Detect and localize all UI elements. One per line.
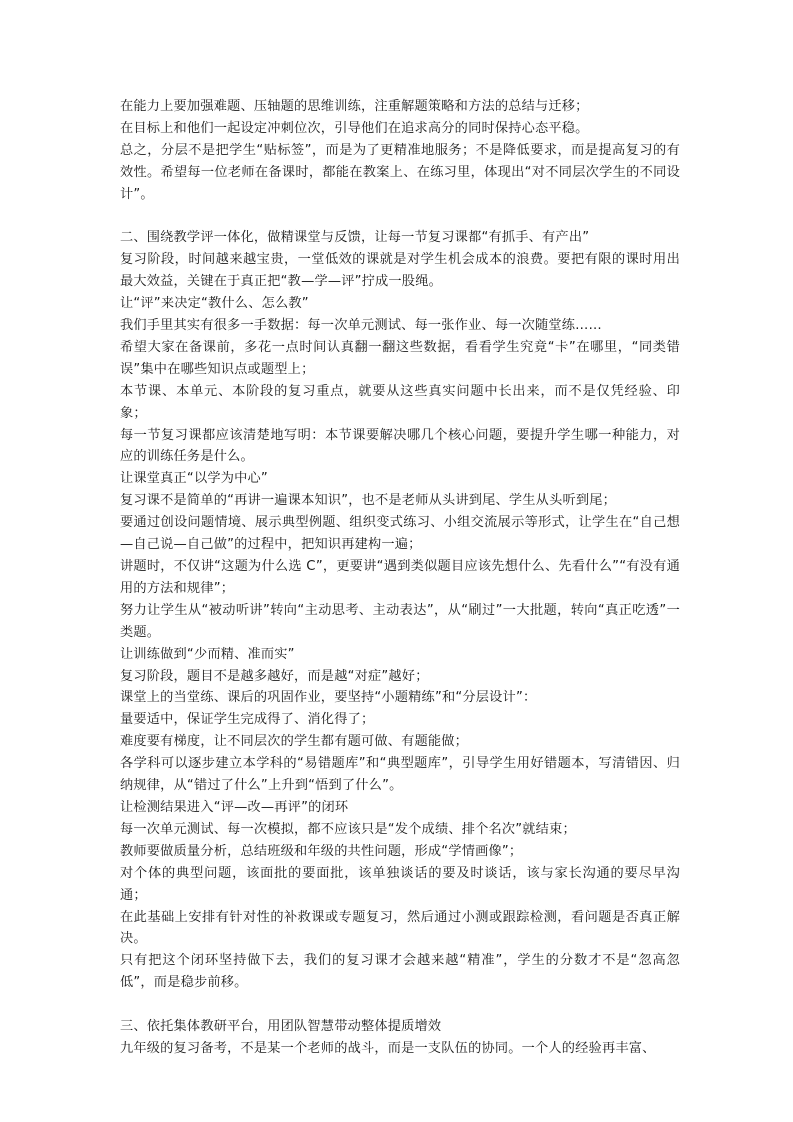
paragraph: 讲题时，不仅讲“这题为什么选 C”，更要讲“遇到类似题目应该先想什么、先看什么”“有没有通用的方法和规律”； xyxy=(120,559,680,596)
document-body xyxy=(120,96,680,1060)
subheading: 让训练做到“少而精、准而实” xyxy=(120,646,295,662)
section-heading: 二、围绕教学评一体化，做精课堂与反馈，让每一节复习课都“有抓手、有产出” xyxy=(120,230,590,246)
paragraph: 在能力上要加强难题、压轴题的思维训练，注重解题策略和方法的总结与迁移； xyxy=(120,99,589,114)
paragraph: 要通过创设问题情境、展示典型例题、组织变式练习、小组交流展示等形式，让学生在“自己想—自己说—自己做”的过程中，把知识再建构一遍； xyxy=(120,515,680,553)
paragraph: 在目标上和他们一起设定冲刺位次，引导他们在追求高分的同时保持心态平稳。 xyxy=(120,120,589,136)
paragraph: 复习阶段，时间越来越宝贵，一堂低效的课就是对学生机会成本的浪费。要把有限的课时用出最大效益，关键在于真正把“教—学—评”拧成一股绳。 xyxy=(120,252,680,290)
paragraph-gap xyxy=(120,994,680,1016)
paragraph: 希望大家在备课前，多花一点时间认真翻一翻这些数据，看看学生究竟“卡”在哪里，“同类错误”集中在哪些知识点或题型上； xyxy=(120,339,680,377)
paragraph: 量要适中，保证学生完成得了、消化得了； xyxy=(120,712,375,728)
paragraph: 我们手里其实有很多一手数据：每一次单元测试、每一张作业、每一次随堂练…… xyxy=(120,318,602,334)
section-heading: 三、依托集体教研平台，用团队智慧带动整体提质增效 xyxy=(120,1019,442,1035)
paragraph: 难度要有梯度，让不同层次的学生都有题可做、有题能做； xyxy=(120,734,469,750)
paragraph: 九年级的复习备考，不是某一个老师的战斗，而是一支队伍的协同。一个人的经验再丰富、 xyxy=(120,1040,656,1056)
paragraph-gap xyxy=(120,206,680,228)
paragraph: 在此基础上安排有针对性的补救课或专题复习，然后通过小测或跟踪检测，看问题是否真正解决。 xyxy=(120,909,680,947)
paragraph: 课堂上的当堂练、课后的巩固作业，要坚持“小题精练”和“分层设计”： xyxy=(120,690,537,706)
paragraph: 本节课、本单元、本阶段的复习重点，就要从这些真实问题中长出来，而不是仅凭经验、印象； xyxy=(120,383,680,421)
paragraph: 只有把这个闭环坚持做下去，我们的复习课才会越来越“精准”，学生的分数才不是“忽高忽低”，而是稳步前移。 xyxy=(120,953,680,991)
paragraph: 复习阶段，题目不是越多越好，而是越“对症”越好； xyxy=(120,668,429,684)
paragraph: 每一节复习课都应该清楚地写明：本节课要解决哪几个核心问题，要提升学生哪一种能力，对应的训练任务是什么。 xyxy=(120,427,680,465)
paragraph: 每一次单元测试、每一次模拟，都不应该只是“发个成绩、排个名次”就结束； xyxy=(120,821,576,837)
paragraph: 对个体的典型问题，该面批的要面批，该单独谈话的要及时谈话，该与家长沟通的要尽早沟通； xyxy=(120,865,680,903)
paragraph: 教师要做质量分析，总结班级和年级的共性问题，形成“学情画像”； xyxy=(120,843,523,859)
subheading: 让课堂真正“以学为中心” xyxy=(120,471,268,487)
paragraph: 总之，分层不是把学生“贴标签”，而是为了更精准地服务；不是降低要求，而是提高复习的有效性。希望每一位老师在备课时，都能在教案上、在练习里，体现出“对不同层次学生的不同设计”。 xyxy=(120,142,680,202)
paragraph: 复习课不是简单的“再讲一遍课本知识”，也不是老师从头讲到尾、学生从头听到尾； xyxy=(120,493,617,509)
subheading: 让检测结果进入“评—改—再评”的闭环 xyxy=(120,799,349,815)
paragraph: 努力让学生从“被动听讲”转向“主动思考、主动表达”，从“刷过”一大批题，转向“真正吃透”一类题。 xyxy=(120,602,680,640)
subheading: 让“评”来决定“教什么、怎么教” xyxy=(120,296,309,312)
paragraph: 各学科可以逐步建立本学科的“易错题库”和“典型题库”，引导学生用好错题本，写清错因、归纳规律，从“错过了什么”上升到“悟到了什么”。 xyxy=(120,756,680,794)
